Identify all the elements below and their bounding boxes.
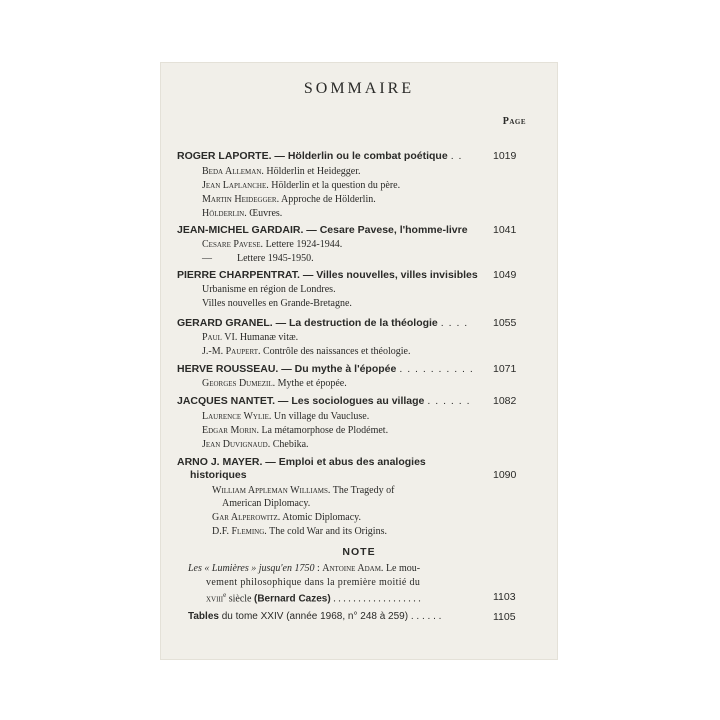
entry-title: ARNO J. MAYER. — Emploi et abus des analogies — [177, 456, 426, 468]
note-line-3: xviii$^e$ siècle (Bernard Cazes) . . . . . . . . . . . . . . . . . . — [206, 591, 421, 605]
note-line-1: Les « Lumières » jusqu'en 1750 : Antoine Adam. Le mou- — [188, 563, 421, 574]
document-page — [160, 62, 558, 660]
entry-page-number: 1041 — [493, 224, 517, 236]
sub-reference: American Diplomacy. — [222, 498, 311, 509]
note-heading: NOTE — [342, 546, 376, 558]
sub-reference: Gar Alperowitz. Atomic Diplomacy. — [212, 512, 362, 523]
sub-reference: William Appleman Williams. The Tragedy of — [212, 485, 395, 496]
note-line-2: vement philosophique dans la première moitié du — [206, 577, 421, 588]
toc-entry-charpentrat — [177, 269, 519, 281]
entry-title: GERARD GRANEL. — La destruction de la théologie — [177, 317, 438, 329]
sub-reference: Cesare Pavese. Lettere 1924-1944. — [202, 239, 343, 250]
sub-reference: Paul VI. Humanæ vitæ. — [202, 332, 299, 343]
page-column-label: Page — [502, 116, 526, 127]
toc-entry-gardair — [177, 224, 519, 236]
sub-reference: Villes nouvelles en Grande-Bretagne. — [202, 298, 352, 309]
sub-reference: Beda Alleman. Hölderlin et Heidegger. — [202, 166, 361, 177]
dot-leader: . . . . . . . . . . — [399, 363, 474, 375]
entry-page-number: 1049 — [493, 269, 517, 281]
dot-leader: . . . . . . — [427, 395, 471, 407]
sub-reference: Georges Dumezil. Mythe et épopée. — [202, 378, 347, 389]
toc-entry-rousseau — [177, 363, 519, 375]
entry-page-number: 1103 — [493, 591, 516, 603]
sub-reference: Jean Duvignaud. Chebika. — [202, 439, 309, 450]
entry-page-number: 1071 — [493, 363, 517, 375]
sub-reference: Laurence Wylie. Un village du Vaucluse. — [202, 411, 370, 422]
toc-entry-mayer — [177, 456, 519, 468]
entry-page-number: 1055 — [493, 317, 517, 329]
toc-entry-laporte — [177, 150, 519, 162]
dot-leader: . . . . — [440, 317, 469, 329]
sub-reference: — Lettere 1945-1950. — [202, 253, 314, 264]
entry-page-number: 1019 — [493, 150, 517, 162]
toc-entry-granel — [177, 317, 519, 329]
entry-title: JEAN-MICHEL GARDAIR. — Cesare Pavese, l'homme-livre — [177, 224, 468, 236]
sub-reference: Jean Laplanche. Hölderlin et la question du père. — [202, 180, 401, 191]
entry-page-number: 1105 — [493, 611, 516, 623]
entry-title: HERVE ROUSSEAU. — Du mythe à l'épopée — [177, 363, 397, 375]
entry-title-continuation: historiques — [190, 469, 247, 481]
entry-page-number: 1090 — [493, 469, 517, 481]
entry-title: JACQUES NANTET. — Les sociologues au village — [177, 395, 425, 407]
entry-title: PIERRE CHARPENTRAT. — Villes nouvelles, villes invisibles — [177, 269, 478, 281]
page-title: SOMMAIRE — [303, 80, 415, 97]
sub-reference: Edgar Morin. La métamorphose de Plodémet. — [202, 425, 389, 436]
sub-reference: J.-M. Paupert. Contrôle des naissances et théologie. — [202, 346, 411, 357]
sub-reference: Urbanisme en région de Londres. — [202, 284, 336, 295]
entry-page-number: 1082 — [493, 395, 517, 407]
tables-line: Tables du tome XXIV (année 1968, n° 248 à 259) . . . . . . — [188, 611, 442, 622]
sub-reference: Martin Heidegger. Approche de Hölderlin. — [202, 194, 376, 205]
dot-leader: . . — [450, 150, 463, 162]
entry-title: ROGER LAPORTE. — Hölderlin ou le combat poétique — [177, 150, 448, 162]
sub-reference: Hölderlin. Œuvres. — [202, 208, 283, 219]
sub-reference: D.F. Fleming. The cold War and its Origins. — [212, 526, 387, 537]
toc-entry-nantet — [177, 395, 519, 407]
